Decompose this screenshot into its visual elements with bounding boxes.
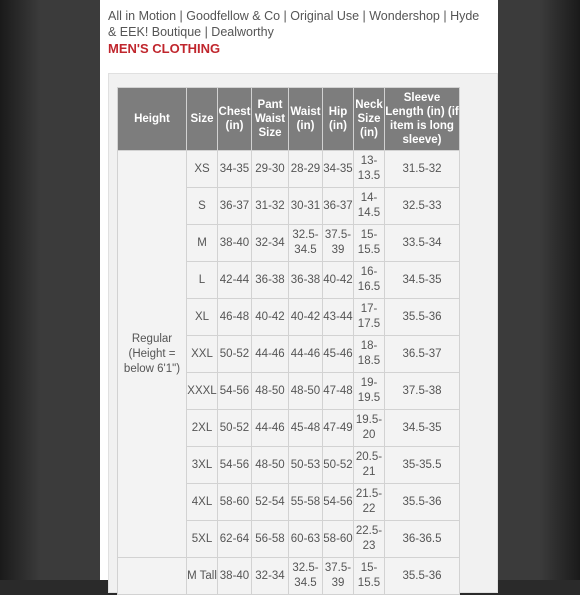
cell-pant: 44-46 xyxy=(252,410,288,446)
cell-chest: 50-52 xyxy=(218,410,251,446)
cell-chest: 50-52 xyxy=(218,336,251,372)
cell-neck: 14-14.5 xyxy=(354,188,384,224)
cell-sleeve: 35.5-36 xyxy=(385,299,459,335)
cell-sleeve: 35.5-36 xyxy=(385,484,459,520)
cell-neck: 19-19.5 xyxy=(354,373,384,409)
cell-neck: 20.5-21 xyxy=(354,447,384,483)
cell-chest: 42-44 xyxy=(218,262,251,298)
cell-waist: 32.5-34.5 xyxy=(289,225,322,261)
table-row xyxy=(118,151,459,187)
cell-neck: 17-17.5 xyxy=(354,299,384,335)
cell-pant: 31-32 xyxy=(252,188,288,224)
cell-neck: 15-15.5 xyxy=(354,225,384,261)
cell-pant: 32-34 xyxy=(252,558,288,594)
size-chart-page xyxy=(100,0,498,589)
header-chest: Chest (in) xyxy=(218,88,251,150)
cell-neck: 13-13.5 xyxy=(354,151,384,187)
brand-list: All in Motion | Goodfellow & Co | Original Use | Wondershop | Hyde & EEK! Boutique | Dealworthy xyxy=(108,9,480,39)
header-height: Height xyxy=(118,88,186,150)
cell-neck: 16-16.5 xyxy=(354,262,384,298)
cell-size: 5XL xyxy=(187,521,217,557)
cell-pant: 29-30 xyxy=(252,151,288,187)
header-pant-waist: Pant Waist Size xyxy=(252,88,288,150)
cell-chest: 62-64 xyxy=(218,521,251,557)
cell-sleeve: 31.5-32 xyxy=(385,151,459,187)
cell-sleeve: 35-35.5 xyxy=(385,447,459,483)
cell-waist: 44-46 xyxy=(289,336,322,372)
cell-waist: 40-42 xyxy=(289,299,322,335)
size-chart-table xyxy=(117,87,460,595)
cell-waist: 45-48 xyxy=(289,410,322,446)
height-group-cell: Regular (Height = below 6'1") xyxy=(118,151,186,557)
cell-size: L xyxy=(187,262,217,298)
cell-chest: 36-37 xyxy=(218,188,251,224)
cell-waist: 50-53 xyxy=(289,447,322,483)
cell-pant: 48-50 xyxy=(252,373,288,409)
cell-size: M Tall xyxy=(187,558,217,594)
header-neck: Neck Size (in) xyxy=(354,88,384,150)
cell-chest: 38-40 xyxy=(218,558,251,594)
cell-pant: 40-42 xyxy=(252,299,288,335)
table-row xyxy=(118,558,459,594)
cell-neck: 15-15.5 xyxy=(354,558,384,594)
cell-pant: 56-58 xyxy=(252,521,288,557)
cell-chest: 58-60 xyxy=(218,484,251,520)
cell-chest: 34-35 xyxy=(218,151,251,187)
cell-sleeve: 35.5-36 xyxy=(385,558,459,594)
cell-waist: 36-38 xyxy=(289,262,322,298)
cell-chest: 54-56 xyxy=(218,373,251,409)
cell-pant: 52-54 xyxy=(252,484,288,520)
cell-sleeve: 36.5-37 xyxy=(385,336,459,372)
cell-sleeve: 32.5-33 xyxy=(385,188,459,224)
cell-sleeve: 33.5-34 xyxy=(385,225,459,261)
header-size: Size xyxy=(187,88,217,150)
cell-neck: 18-18.5 xyxy=(354,336,384,372)
cell-sleeve: 37.5-38 xyxy=(385,373,459,409)
cell-hip: 58-60 xyxy=(323,521,353,557)
cell-pant: 32-34 xyxy=(252,225,288,261)
cell-neck: 19.5-20 xyxy=(354,410,384,446)
section-heading: MEN'S CLOTHING xyxy=(108,41,221,56)
cell-chest: 38-40 xyxy=(218,225,251,261)
cell-hip: 34-35 xyxy=(323,151,353,187)
header-hip: Hip (in) xyxy=(323,88,353,150)
cell-pant: 48-50 xyxy=(252,447,288,483)
cell-hip: 37.5-39 xyxy=(323,225,353,261)
cell-pant: 44-46 xyxy=(252,336,288,372)
cell-hip: 50-52 xyxy=(323,447,353,483)
cell-sleeve: 34.5-35 xyxy=(385,410,459,446)
cell-neck: 22.5-23 xyxy=(354,521,384,557)
cell-hip: 45-46 xyxy=(323,336,353,372)
cell-waist: 30-31 xyxy=(289,188,322,224)
cell-neck: 21.5-22 xyxy=(354,484,384,520)
cell-size: M xyxy=(187,225,217,261)
cell-size: S xyxy=(187,188,217,224)
cell-sleeve: 36-36.5 xyxy=(385,521,459,557)
cell-size: 3XL xyxy=(187,447,217,483)
cell-pant: 36-38 xyxy=(252,262,288,298)
header-sleeve: Sleeve Length (in) (if item is long sleeve) xyxy=(385,88,459,150)
cell-hip: 47-48 xyxy=(323,373,353,409)
cell-size: 4XL xyxy=(187,484,217,520)
cell-hip: 37.5-39 xyxy=(323,558,353,594)
cell-size: 2XL xyxy=(187,410,217,446)
table-body xyxy=(118,151,459,594)
cell-size: XXL xyxy=(187,336,217,372)
cell-hip: 36-37 xyxy=(323,188,353,224)
cell-sleeve: 34.5-35 xyxy=(385,262,459,298)
cell-chest: 54-56 xyxy=(218,447,251,483)
cell-hip: 47-49 xyxy=(323,410,353,446)
cell-waist: 55-58 xyxy=(289,484,322,520)
cell-waist: 48-50 xyxy=(289,373,322,409)
cell-hip: 40-42 xyxy=(323,262,353,298)
cell-hip: 54-56 xyxy=(323,484,353,520)
height-cell-empty xyxy=(118,558,186,594)
cell-hip: 43-44 xyxy=(323,299,353,335)
cell-size: XL xyxy=(187,299,217,335)
cell-size: XS xyxy=(187,151,217,187)
cell-waist: 28-29 xyxy=(289,151,322,187)
table-header-row xyxy=(118,88,459,150)
cell-size: XXXL xyxy=(187,373,217,409)
cell-waist: 60-63 xyxy=(289,521,322,557)
header-waist: Waist (in) xyxy=(289,88,322,150)
cell-waist: 32.5-34.5 xyxy=(289,558,322,594)
cell-chest: 46-48 xyxy=(218,299,251,335)
